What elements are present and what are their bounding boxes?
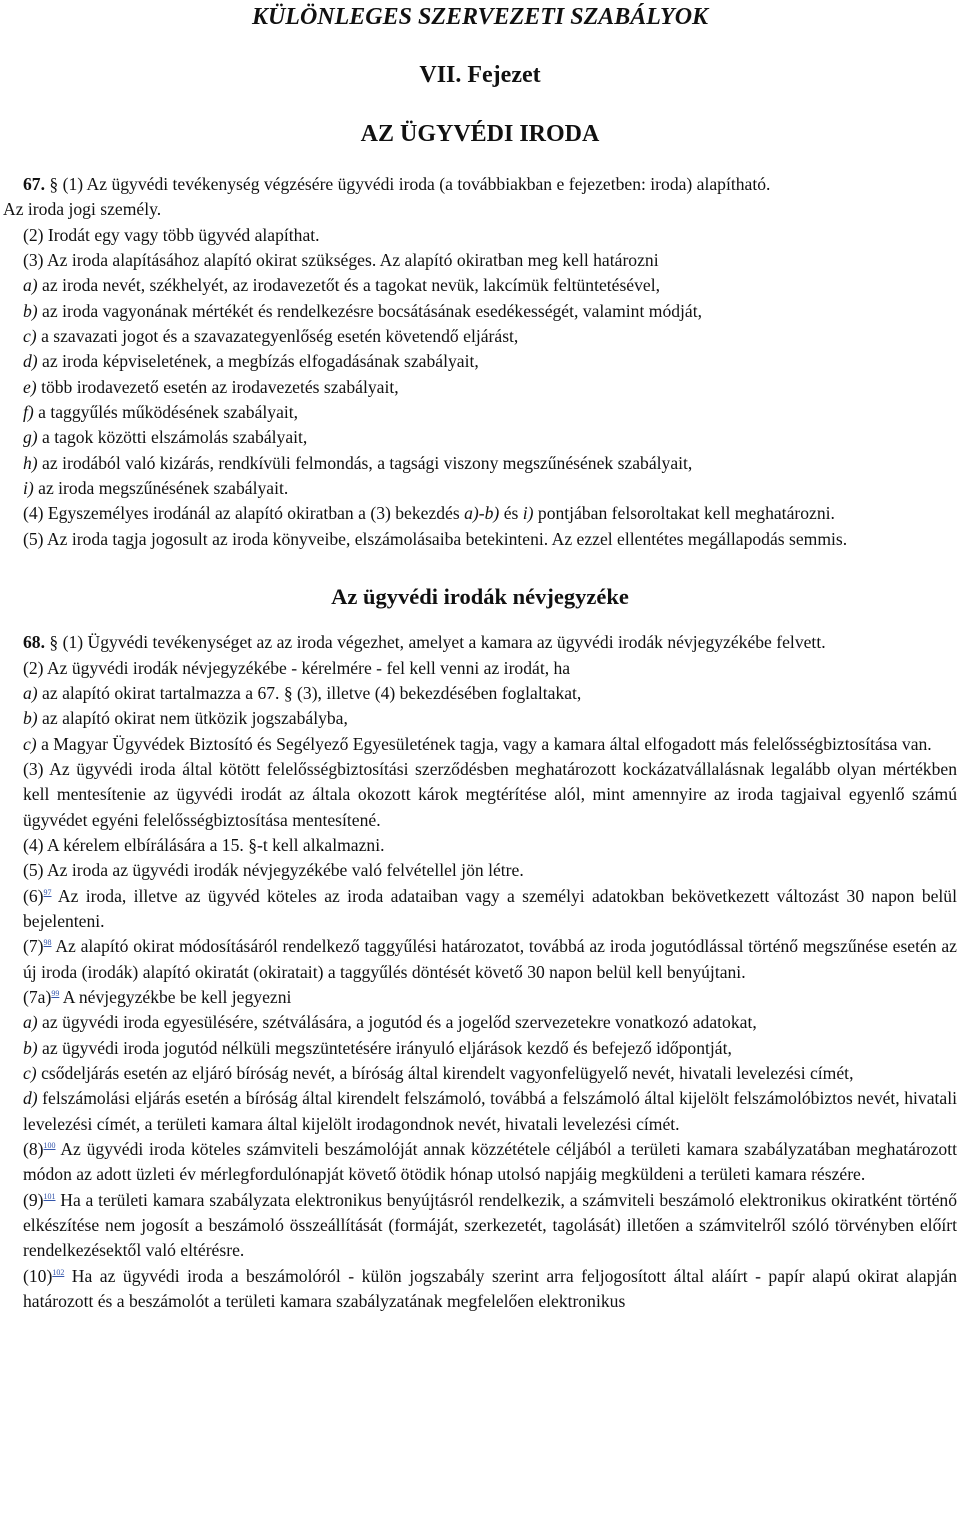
s68-p3: (3) Az ügyvédi iroda által kötött felelősségbiztosítási szerződésben meghatározott kockázatvállalásnak legalább olyan mértékben kell mentesítenie az ügyvédi irodát az általa okozott károk megtérítése alól, mint amennyire az iroda tagjaival egyenlő számú ügyvédet egyéni felelősségbiztosítása mentesítené. xyxy=(23,758,957,830)
footnote-ref[interactable]: 97 xyxy=(43,887,52,897)
s67-item-d: d) az iroda képviseletének, a megbízás elfogadásának szabályait, xyxy=(23,351,479,372)
s68-p2-item-c: c) a Magyar Ügyvédek Biztosító és Segélyező Egyesületének tagja, vagy a kamara által elfogadott más felelősségbiztosítása van. xyxy=(23,733,932,754)
document-page xyxy=(3,0,957,1314)
s68-p4: (4) A kérelem elbírálására a 15. §-t kell alkalmazni. xyxy=(23,834,385,855)
part-heading: KÜLÖNLEGES SZERVEZETI SZABÁLYOK xyxy=(251,4,709,30)
footnote-ref[interactable]: 102 xyxy=(52,1267,65,1277)
s68-p1: 68. § (1) Ügyvédi tevékenységet az az iroda végezhet, amelyet a kamara az ügyvédi irodák névjegyzékébe felvett. xyxy=(23,632,826,653)
s68-p7a: (7a)$^{99}$ A névjegyzékbe be kell jegyezni xyxy=(23,986,292,1007)
s67-p1-cont: Az iroda jogi személy. xyxy=(3,199,162,220)
section-number: 67. xyxy=(23,174,45,194)
s68-p10: (10)$^{102}$ Ha az ügyvédi iroda a beszámolóról - külön jogszabály szerint arra feljogosított által aláírt - papír alapú okirat alapján határozott és a beszámolót a területi kamara szabályzatának megfelelően elektronikus xyxy=(23,1265,957,1312)
s67-p5: (5) Az iroda tagja jogosult az iroda könyveibe, elszámolásaiba betekinteni. Az ezzel ellentétes megállapodás semmis. xyxy=(23,528,848,549)
footnote-ref[interactable]: 101 xyxy=(43,1191,56,1201)
s68-p7a-item-b: b) az ügyvédi iroda jogutód nélküli megszüntetésére irányuló eljárások kezdő és befejező időpontját, xyxy=(23,1037,732,1058)
s67-item-h: h) az irodából való kizárás, rendkívüli felmondás, a tagsági viszony megszűnésének szabályait, xyxy=(23,452,693,473)
s68-p7: (7)$^{98}$ Az alapító okirat módosításáról rendelkező taggyűlési határozatot, továbbá az iroda jogutódlással történő megszűnése esetén az új iroda (irodák) alapító okiratát (okiratait) a taggyűlés döntését követő 30 napon belül kell benyújtani. xyxy=(23,936,957,982)
s68-p2-item-b: b) az alapító okirat nem ütközik jogszabályba, xyxy=(23,708,348,729)
s68-p7a-item-d: d) felszámolási eljárás esetén a bíróság által kirendelt felszámoló, továbbá a felszámoló által kijelölt felszámolóbiztos nevét, hivatali levelezési címét, a területi kamara által kijelölt irodagondnok nevét, hivatali levelezési címét. xyxy=(23,1088,957,1134)
section-title: Az ügyvédi irodák névjegyzéke xyxy=(331,584,629,610)
chapter-title: AZ ÜGYVÉDI IRODA xyxy=(360,121,600,147)
s68-p7a-item-c: c) csődeljárás esetén az eljáró bíróság nevét, a bíróság által kirendelt vagyonfelügyelő nevét, hivatali levelezési címét, xyxy=(23,1063,854,1083)
s67-p2: (2) Irodát egy vagy több ügyvéd alapíthat. xyxy=(23,224,320,245)
footnote-ref[interactable]: 99 xyxy=(51,988,60,998)
s67-item-e: e) több irodavezető esetén az irodavezetés szabályait, xyxy=(23,376,399,397)
section-number: 68. xyxy=(23,632,45,653)
s67-p3: (3) Az iroda alapításához alapító okirat szükséges. Az alapító okiratban meg kell határozni xyxy=(23,250,659,271)
footnote-ref[interactable]: 100 xyxy=(43,1141,56,1151)
s68-p7a-item-a: a) az ügyvédi iroda egyesülésére, szétválására, a jogutód és a jogelőd szervezetekre vonatkozó adatokat, xyxy=(23,1012,757,1033)
s67-item-a: a) az iroda nevét, székhelyét, az irodavezetőt és a tagokat nevük, lakcímük feltüntetésével, xyxy=(23,275,661,296)
s67-p4: (4) Egyszemélyes irodánál az alapító okiratban a (3) bekezdés a)-b) és i) pontjában felsoroltakat kell meghatározni. xyxy=(23,503,835,524)
s68-p6: (6)$^{97}$ Az iroda, illetve az ügyvéd köteles az iroda adataiban vagy a személyi adatokban bekövetkezett változást 30 napon belül bejelenteni. xyxy=(23,885,957,931)
s68-p2: (2) Az ügyvédi irodák névjegyzékébe - kérelmére - fel kell venni az irodát, ha xyxy=(23,657,571,678)
s68-p5: (5) Az iroda az ügyvédi irodák névjegyzékébe való felvétellel jön létre. xyxy=(23,860,524,881)
s67-item-i: i) az iroda megszűnésének szabályait. xyxy=(23,478,289,499)
s67-item-c: c) a szavazati jogot és a szavazategyenlőség esetén követendő eljárást, xyxy=(23,326,519,347)
s68-p2-item-a: a) az alapító okirat tartalmazza a 67. § (3), illetve (4) bekezdésében foglaltakat, xyxy=(23,682,582,703)
s68-p8: (8)$^{100}$ Az ügyvédi iroda köteles számviteli beszámolóját annak közzététele céljából a területi kamara szabályzatában meghatározott módon az adott üzleti év mérlegfordulónapját követő ötödik hónap utolsó napjáig megküldeni a területi kamara részére. xyxy=(23,1139,957,1185)
footnote-ref[interactable]: 98 xyxy=(43,938,52,948)
chapter-heading: VII. Fejezet xyxy=(419,62,541,88)
s67-p1: 67. § (1) Az ügyvédi tevékenység végzésére ügyvédi iroda (a továbbiakban e fejezetben: iroda) alapítható. xyxy=(23,174,771,194)
s68-p9: (9)$^{101}$ Ha a területi kamara szabályzata elektronikus benyújtásról rendelkezik, a számviteli beszámoló elektronikus okiratként történő elkészítése nem jogosít a beszámoló összeállítását (formáját, szerkezetét, tagolását) illetően a számvitelről szóló törvényben előírt rendelkezésektől való eltérésre. xyxy=(23,1189,957,1261)
s67-item-b: b) az iroda vagyonának mértékét és rendelkezésre bocsátásának esedékességét, valamint módját, xyxy=(23,300,703,321)
s67-item-f: f) a taggyűlés működésének szabályait, xyxy=(23,402,299,423)
s67-item-g: g) a tagok közötti elszámolás szabályait, xyxy=(23,427,308,448)
